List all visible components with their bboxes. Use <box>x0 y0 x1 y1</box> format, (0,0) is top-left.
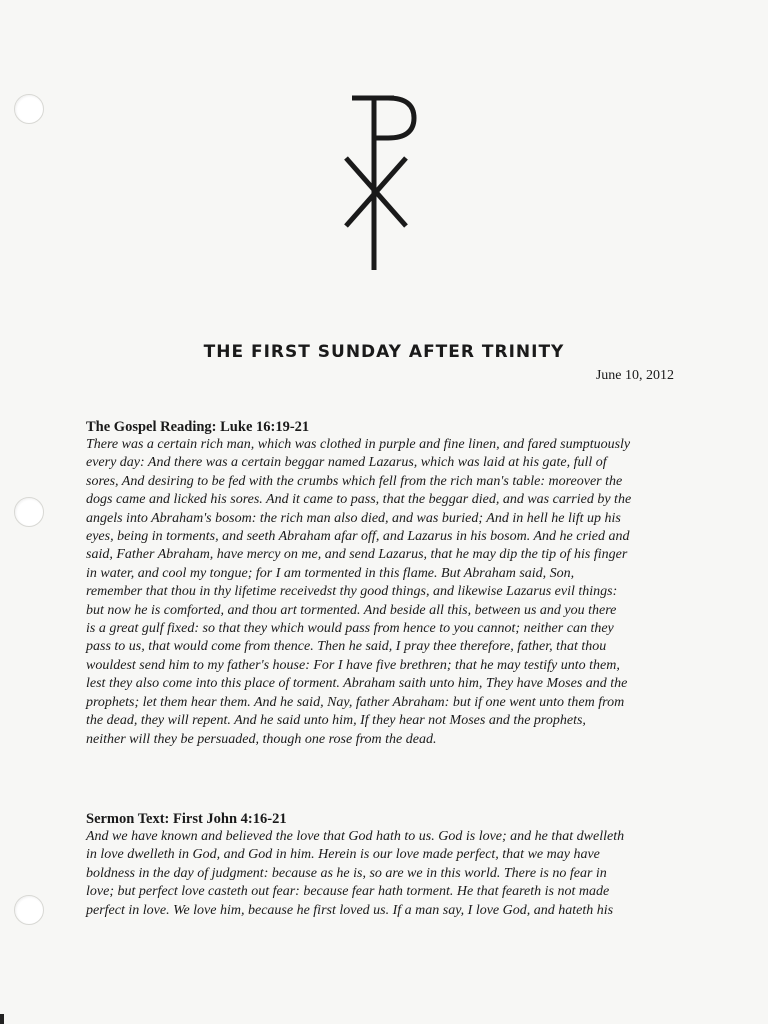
scan-edge-mark <box>0 1014 4 1024</box>
sermon-section <box>86 810 686 920</box>
sermon-text: And we have known and believed the love that God hath to us. God is love; and he that dwelleth in love dwelleth in God, and God in him. Herein is our love made perfect, that we may have boldness in the day of judgment: because as he is, so are we in this world. There is no fear in love; but perfect love casteth out fear: because fear hath torment. He that feareth is not made perfect in love. We love him, because he first loved us. If a man say, I love God, and hateth his <box>86 829 625 918</box>
gospel-text: There was a certain rich man, which was clothed in purple and fine linen, and fared sumptuously every day: And there was a certain beggar named Lazarus, which was laid at his gate, full of sores, And desiring to be fed with the crumbs which fell from the rich man's table: moreover the dogs came and licked his sores. And it came to pass, that the beggar died, and was carried by the angels into Abraham's bosom: the rich man also died, and was buried; And in hell he lift up his eyes, being in torments, and seeth Abraham afar off, and Lazarus in his bosom. And he cried and said, Father Abraham, have mercy on me, and send Lazarus, that he may dip the tip of his finger in water, and cool my tongue; for I am tormented in this flame. But Abraham said, Son, remember that thou in thy lifetime receivedst thy good things, and likewise Lazarus evil things: but now he is comforted, and thou art tormented. And beside all this, between us and you there is a great gulf fixed: so that they which would pass from hence to you cannot; neither can they pass to us, that would come from thence. Then he said, I pray thee therefore, father, that thou wouldest send him to my father's house: For I have five brethren; that he may testify unto them, lest they also come into this place of torment. Abraham saith unto him, They have Moses and the prophets; let them hear them. And he said, Nay, father Abraham: but if one went unto them from the dead, they will repent. And he said unto him, If they hear not Moses and the prophets, neither will they be persuaded, though one rose from the dead. <box>86 437 632 747</box>
chi-rho-icon <box>330 92 420 274</box>
gospel-section <box>86 418 686 749</box>
page-title: THE FIRST SUNDAY AFTER TRINITY <box>203 342 565 362</box>
punch-hole <box>14 94 44 124</box>
gospel-heading: The Gospel Reading: Luke 16:19-21 <box>86 419 310 435</box>
sermon-heading: Sermon Text: First John 4:16-21 <box>86 811 287 827</box>
punch-hole <box>14 895 44 925</box>
document-date: June 10, 2012 <box>595 368 674 383</box>
punch-hole <box>14 497 44 527</box>
